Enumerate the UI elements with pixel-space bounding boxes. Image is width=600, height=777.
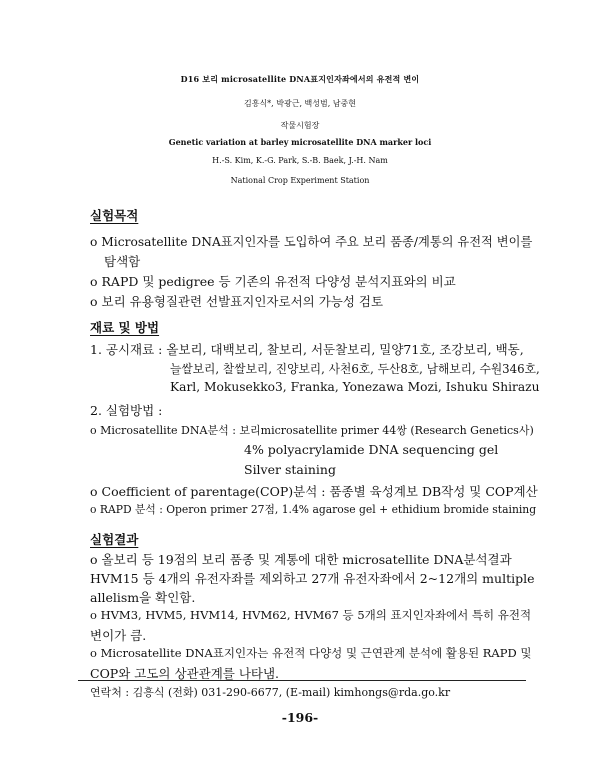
objective-line: o 보리 유용형질관련 선발표지인자로서의 가능성 검토 xyxy=(90,294,384,309)
methods-line: o Microsatellite DNA분석 : 보리microsatellite primer 44쌍 (Research Genetics사) xyxy=(90,424,534,437)
contact-info: 연락처 : 김흥식 (전화) 031-290-6677, (E-mail) kimhongs@rda.go.kr xyxy=(90,686,451,699)
methods-line: 늘쌀보리, 찰쌀보리, 진양보리, 사천6호, 두산8호, 남해보리, 수원346호, xyxy=(170,362,540,376)
methods-line: o Coefficient of parentage(COP)분석 : 품종별 육성계보 DB작성 및 COP계산 xyxy=(90,484,538,499)
page-number: -196- xyxy=(281,710,319,725)
methods-line: 2. 실험방법 : xyxy=(90,403,163,418)
methods-line: Karl, Mokusekko3, Franka, Yonezawa Mozi, Ishuku Shirazu xyxy=(170,380,540,394)
affiliation-ko: 작물시험장 xyxy=(280,121,320,130)
objective-line: 탐색함 xyxy=(104,254,141,269)
objective-line: o Microsatellite DNA표지인자를 도입하여 주요 보리 품종/계통의 유전적 변이를 xyxy=(90,235,533,249)
authors-en: H.-S. Kim, K.-G. Park, S.-B. Baek, J.-H. Nam xyxy=(212,156,388,165)
methods-line: 1. 공시재료 : 올보리, 대백보리, 찰보리, 서둔찰보리, 밀양71호, 조강보리, 백동, xyxy=(90,342,524,357)
results-line: o HVM3, HVM5, HVM14, HVM62, HVM67 등 5개의 표지인자좌에서 특히 유전적 xyxy=(90,608,532,622)
results-line: COP와 고도의 상관관계를 나타냄. xyxy=(90,666,280,681)
authors-ko: 김흥식*, 박광근, 백성범, 남중현 xyxy=(244,99,356,108)
results-line: 변이가 큼. xyxy=(90,628,147,643)
results-line: HVM15 등 4개의 유전자좌를 제외하고 27개 유전자좌에서 2~12개의 multiple xyxy=(90,571,535,586)
affiliation-en: National Crop Experiment Station xyxy=(230,176,370,185)
objectives-heading: 실험목적 xyxy=(90,208,139,223)
results-line: allelism을 확인함. xyxy=(90,590,196,605)
paper-title-ko: D16 보리 microsatellite DNA표지인자좌에서의 유전적 변이 xyxy=(180,74,420,84)
objective-line: o RAPD 및 pedigree 등 기존의 유전적 다양성 분석지표와의 비교 xyxy=(90,274,456,289)
methods-line: Silver staining xyxy=(244,462,336,477)
methods-line: 4% polyacrylamide DNA sequencing gel xyxy=(244,442,499,457)
results-heading: 실험결과 xyxy=(90,532,139,547)
results-line: o 올보리 등 19점의 보리 품종 및 계통에 대한 microsatellite DNA분석결과 xyxy=(90,552,512,567)
results-line: o Microsatellite DNA표지인자는 유전적 다양성 및 근연관계 분석에 활용된 RAPD 및 xyxy=(90,646,532,660)
paper-title-en: Genetic variation at barley microsatellite DNA marker loci xyxy=(168,137,432,147)
methods-line: o RAPD 분석 : Operon primer 27점, 1.4% agarose gel + ethidium bromide staining xyxy=(90,503,537,516)
methods-heading: 재료 및 방법 xyxy=(90,320,160,335)
